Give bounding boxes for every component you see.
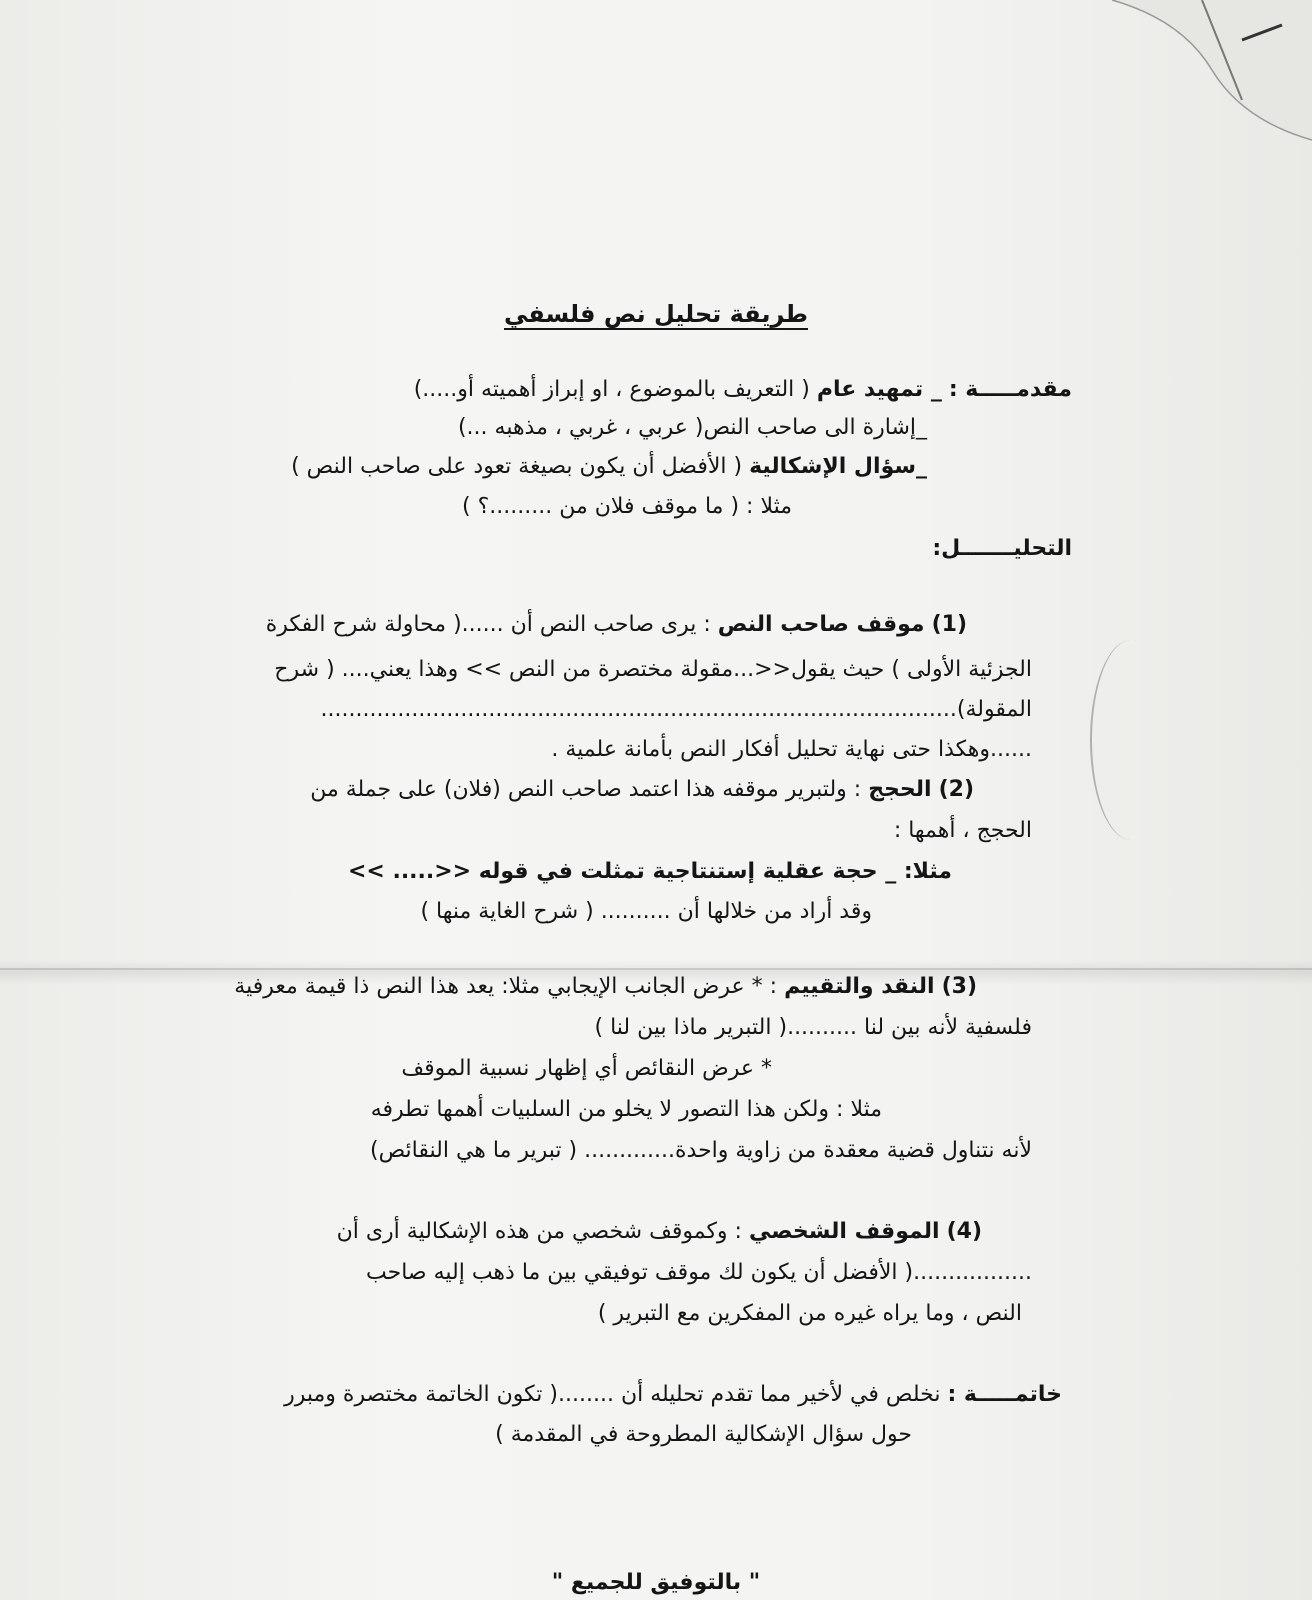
- intro-preamble: _ تمهيد عام: [816, 377, 942, 402]
- intro-line-3: [291, 452, 927, 482]
- section-1-text: : يرى صاحب النص أن ......( محاولة شرح الفكرة: [265, 612, 711, 637]
- intro-line-1: [414, 375, 1072, 405]
- folded-corner: [1092, 0, 1312, 150]
- section-1-line-4: ......وهكذا حتى نهاية تحليل أفكار النص بأمانة علمية .: [551, 737, 1032, 762]
- conclusion-label: خاتمـــــة :: [947, 1382, 1062, 1407]
- section-3-line-2: فلسفية لأنه بين لنا ..........( التبرير ماذا بين لنا ): [594, 1015, 1032, 1040]
- page-title: طريقة تحليل نص فلسفي: [503, 300, 808, 328]
- section-3-line-5: لأنه نتناول قضية معقدة من زاوية واحدة............. ( تبرير ما هي النقائص): [370, 1138, 1032, 1163]
- section-3-text: : * عرض الجانب الإيجابي مثلا: يعد هذا النص ذا قيمة معرفية: [234, 974, 778, 999]
- section-1-line-3: المقولة)...........................................................................................: [320, 697, 1032, 722]
- problem-question-detail: ( الأفضل أن يكون بصيغة تعود على صاحب النص ): [291, 454, 743, 479]
- section-4-line-3: النص ، وما يراه غيره من المفكرين مع التبرير ): [597, 1301, 1022, 1326]
- section-1-title: موقف صاحب النص: [717, 612, 925, 637]
- section-3-title: النقد والتقييم: [784, 974, 935, 999]
- section-2-line-2: الحجج ، أهمها :: [893, 818, 1032, 843]
- section-4-number: (4): [946, 1219, 982, 1244]
- section-2-example: مثلا: _ حجة عقلية إستنتاجية تمثلت في قوله <<..... >>: [347, 859, 952, 884]
- conclusion-text: نخلص في لأخير مما تقدم تحليله أن ........( تكون الخاتمة مختصرة ومبرر: [284, 1382, 941, 1407]
- intro-line-4: مثلا : ( ما موقف فلان من .........؟ ): [462, 494, 792, 519]
- section-2-text: : ولتبرير موقفه هذا اعتمد صاحب النص (فلان) على جملة من: [310, 777, 862, 802]
- pen-arc-mark: [1090, 640, 1172, 840]
- section-4-line-2: .................( الأفضل أن يكون لك موقف توفيقي بين ما ذهب إليه صاحب: [366, 1260, 1032, 1285]
- section-4-line-1: [337, 1217, 982, 1247]
- problem-question-label: _سؤال الإشكالية: [749, 454, 927, 479]
- section-2-line-1: [310, 775, 974, 805]
- section-4-text: : وكموقف شخصي من هذه الإشكالية أرى أن: [336, 1219, 742, 1244]
- intro-label: مقدمـــــة :: [948, 377, 1072, 402]
- conclusion-line-2: حول سؤال الإشكالية المطروحة في المقدمة ): [495, 1422, 912, 1447]
- paper-fold-line: [0, 968, 1312, 970]
- section-3-line-3: * عرض النقائص أي إظهار نسبية الموقف: [401, 1056, 772, 1081]
- analysis-label: التحليـــــــل:: [932, 536, 1072, 561]
- section-3-line-1: [234, 972, 977, 1002]
- section-2-number: (2): [938, 777, 974, 802]
- intro-preamble-detail: ( التعريف بالموضوع ، او إبراز أهميته أو.....): [413, 377, 810, 402]
- section-1-number: (1): [931, 612, 967, 637]
- section-2-line-3: وقد أراد من خلالها أن .......... ( شرح الغاية منها ): [420, 899, 872, 924]
- section-3-number: (3): [941, 974, 977, 999]
- section-2-title: الحجج: [868, 777, 932, 802]
- intro-line-2: _إشارة الى صاحب النص( عربي ، غربي ، مذهبه ...): [457, 415, 927, 440]
- section-4-title: الموقف الشخصي: [748, 1219, 940, 1244]
- closing-wish: " بالتوفيق للجميع ": [551, 1570, 761, 1595]
- section-1-line-2: الجزئية الأولى ) حيث يقول<<...مقولة مختصرة من النص >> وهذا يعني.... ( شرح: [274, 657, 1032, 682]
- section-3-line-4: مثلا : ولكن هذا التصور لا يخلو من السلبيات أهمها تطرفه: [370, 1097, 882, 1122]
- conclusion-line-1: [284, 1380, 1062, 1410]
- section-1-line-1: [266, 610, 967, 640]
